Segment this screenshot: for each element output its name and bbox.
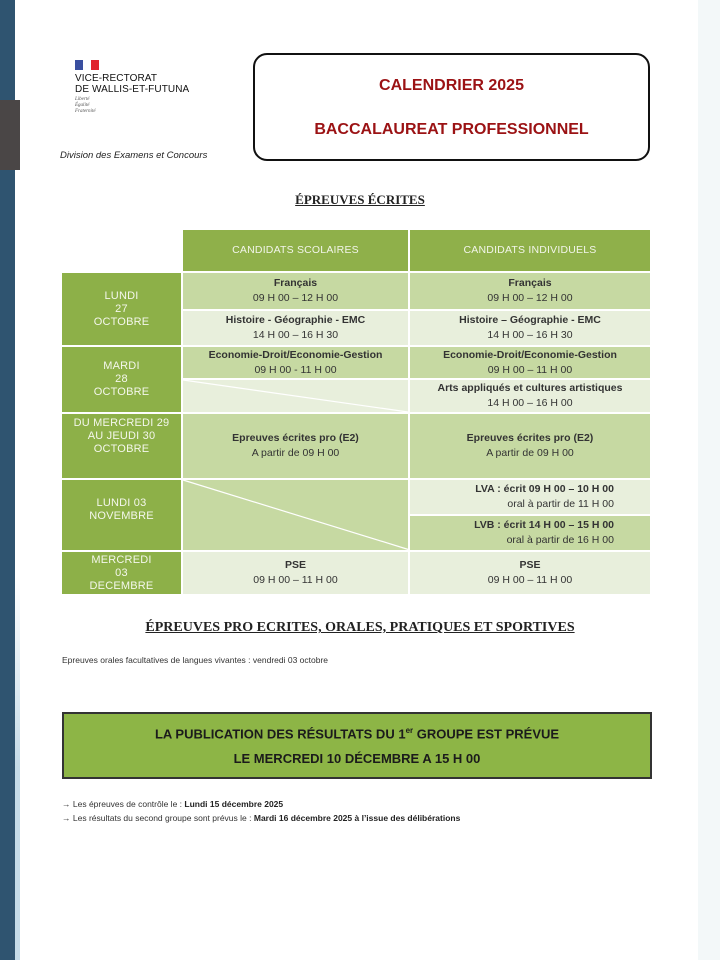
- exam-subject: Epreuves écrites pro (E2): [466, 432, 594, 444]
- exam-cell: [410, 414, 650, 478]
- motto-line: Liberté: [75, 97, 90, 102]
- exam-subject: LVA : écrit 09 H 00 – 10 H 00: [475, 483, 614, 495]
- day-text: LUNDI: [104, 289, 139, 302]
- follow-up-item: [62, 797, 460, 811]
- exam-subject: LVB : écrit 14 H 00 – 15 H 00: [474, 519, 614, 531]
- motto: [75, 97, 189, 115]
- exam-cell: [183, 273, 408, 309]
- title-calendar: CALENDRIER 2025: [379, 77, 524, 94]
- day-text: MARDI: [103, 360, 140, 372]
- exam-subject: Economie-Droit/Economie-Gestion: [443, 348, 617, 361]
- left-dark-block: [0, 100, 20, 170]
- day-text: OCTOBRE: [93, 386, 150, 398]
- results-line-1: [64, 726, 650, 741]
- exam-time: 09 H 00 – 11 H 00: [487, 574, 573, 586]
- day-text: DECEMBRE: [89, 579, 154, 592]
- exam-subject: Français: [273, 277, 318, 289]
- follow-up-text: Les épreuves de contrôle le :: [72, 799, 185, 809]
- exam-subject: Arts appliqués et cultures artistiques: [437, 382, 623, 394]
- exam-cell-lva: [410, 480, 650, 514]
- column-header-individuels: CANDIDATS INDIVIDUELS: [410, 230, 650, 271]
- day-text: OCTOBRE: [93, 443, 150, 455]
- exam-subject: PSE: [519, 559, 541, 571]
- results-text: LA PUBLICATION DES RÉSULTATS DU 1: [154, 726, 406, 742]
- day-text: 27: [115, 302, 128, 315]
- exam-time: oral à partir de 11 H 00: [507, 498, 614, 510]
- day-text: 03: [115, 566, 128, 579]
- day-label-lundi-03-novembre: [62, 480, 181, 550]
- day-text: NOVEMBRE: [89, 510, 154, 522]
- follow-up-item: [62, 811, 460, 825]
- title-diploma: BACCALAUREAT PROFESSIONNEL: [314, 121, 589, 138]
- arrow-right-icon: →: [62, 813, 71, 823]
- section-title-pro: ÉPREUVES PRO ECRITES, ORALES, PRATIQUES ET SPORTIVES: [145, 620, 575, 635]
- exam-time: oral à partir de 16 H 00: [506, 534, 614, 546]
- exam-cell: [183, 414, 408, 478]
- exam-cell: [410, 347, 650, 378]
- day-label-mercredi-29-jeudi-30: [62, 414, 181, 478]
- french-flag-icon: [75, 60, 99, 70]
- optional-oral-note: Epreuves orales facultatives de langues vivantes : vendredi 03 octobre: [62, 655, 329, 665]
- exam-cell: [410, 552, 650, 594]
- day-label-mardi-28: [62, 347, 181, 412]
- exam-time: 14 H 00 – 16 H 30: [252, 329, 339, 341]
- motto-line: Fraternité: [75, 109, 96, 114]
- day-text: DU MERCREDI 29: [73, 417, 170, 429]
- day-text: LUNDI 03: [96, 497, 147, 509]
- title-box: [253, 53, 650, 161]
- motto-line: Égalité: [75, 103, 90, 108]
- day-text: MERCREDI: [91, 553, 152, 566]
- logo-line-2: DE WALLIS-ET-FUTUNA: [75, 84, 190, 95]
- follow-up-date: Lundi 15 décembre 2025: [184, 799, 284, 809]
- section-title-written: ÉPREUVES ÉCRITES: [295, 192, 425, 207]
- day-text: OCTOBRE: [93, 315, 150, 328]
- exam-time: 09 H 00 – 11 H 00: [253, 574, 338, 586]
- division-label: Division des Examens et Concours: [60, 150, 208, 161]
- exam-subject: Histoire - Géographie - EMC: [225, 314, 366, 326]
- follow-up-text: Les résultats du second groupe sont prévus le :: [72, 813, 254, 823]
- exam-time: 09 H 00 – 12 H 00: [487, 292, 573, 304]
- logo-line-1: VICE-RECTORAT: [75, 73, 158, 84]
- day-label-mercredi-03-decembre: [62, 552, 181, 594]
- exam-cell: [410, 380, 650, 412]
- exam-time: A partir de 09 H 00: [251, 447, 340, 459]
- follow-up-list: [62, 797, 460, 825]
- exam-cell: [183, 311, 408, 345]
- exam-cell: [410, 273, 650, 309]
- day-label-lundi-27: [62, 273, 181, 345]
- exam-time: 14 H 00 – 16 H 00: [487, 397, 573, 409]
- diagonal-strike: [183, 480, 410, 550]
- day-text: AU JEUDI 30: [87, 430, 156, 442]
- exam-calendar-table: [62, 230, 650, 594]
- exam-time: 14 H 00 – 16 H 30: [487, 329, 573, 341]
- right-decorative-bar: [698, 0, 720, 960]
- exam-time: 09 H 00 – 12 H 00: [252, 292, 339, 304]
- vice-rectorat-logo: [75, 60, 189, 115]
- arrow-right-icon: →: [62, 799, 71, 809]
- results-banner: [62, 712, 652, 779]
- exam-cell: [183, 552, 408, 594]
- exam-cell: [183, 347, 408, 378]
- exam-time: 09 H 00 – 11 H 00: [487, 363, 573, 376]
- follow-up-date: Mardi 16 décembre 2025 à l’issue des délibérations: [253, 813, 461, 823]
- superscript: er: [405, 726, 414, 735]
- exam-cell-lvb: [410, 516, 650, 550]
- exam-subject: Histoire – Géographie - EMC: [459, 314, 601, 326]
- exam-time: A partir de 09 H 00: [486, 447, 574, 459]
- results-text: GROUPE EST PRÉVUE: [413, 726, 560, 742]
- diagonal-strike: [183, 380, 408, 412]
- exam-subject: Français: [508, 277, 552, 289]
- exam-time: 09 H 00 - 11 H 00: [254, 363, 337, 376]
- exam-cell: [410, 311, 650, 345]
- results-line-2: LE MERCREDI 10 DÉCEMBRE A 15 H 00: [233, 751, 481, 766]
- column-header-scolaires: CANDIDATS SCOLAIRES: [183, 230, 408, 271]
- exam-subject: Economie-Droit/Economie-Gestion: [208, 348, 383, 361]
- day-text: 28: [115, 373, 128, 385]
- exam-subject: PSE: [284, 559, 306, 571]
- exam-subject: Epreuves écrites pro (E2): [232, 432, 359, 444]
